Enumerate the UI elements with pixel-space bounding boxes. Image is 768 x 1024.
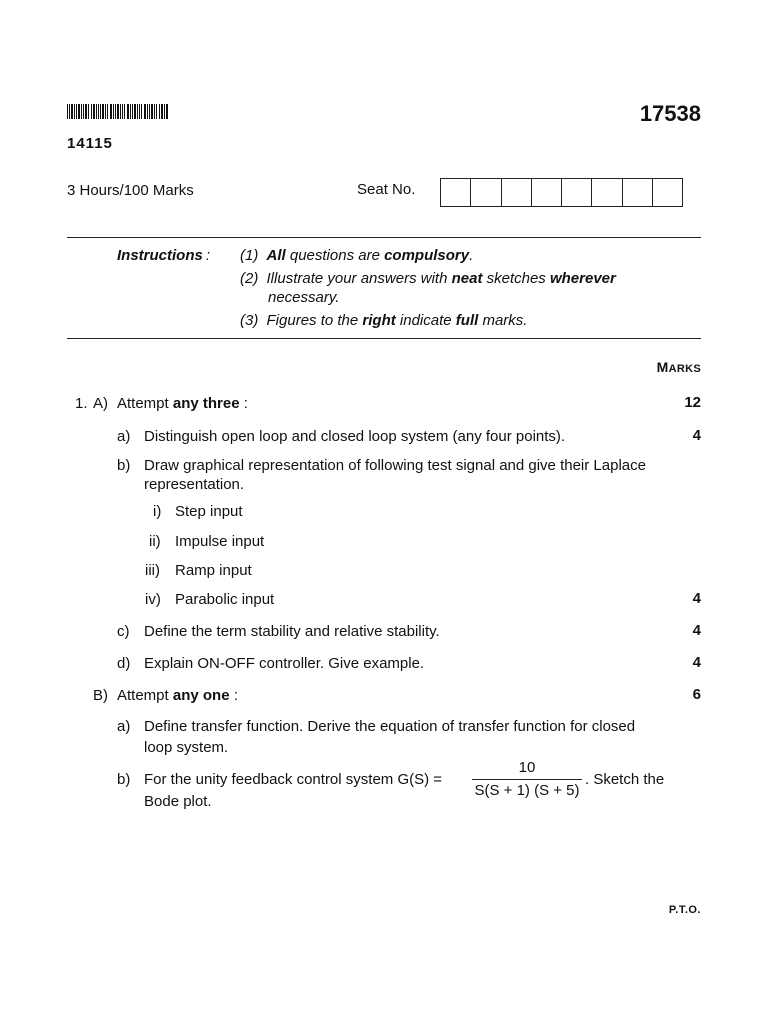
seat-cell[interactable] xyxy=(441,179,471,206)
q1a-heading: Attempt any three : xyxy=(117,395,248,412)
q1b-a-line1: Define transfer function. Derive the equation of transfer function for closed xyxy=(144,718,636,735)
q1a-c-label: c) xyxy=(117,623,130,640)
seat-cell[interactable] xyxy=(532,179,562,206)
seat-label: Seat No. xyxy=(357,181,416,198)
q1b-b-post: . Sketch the xyxy=(585,771,665,788)
divider-bottom xyxy=(67,338,701,339)
sub-text: Parabolic input xyxy=(175,591,275,608)
sub-text: Impulse input xyxy=(175,533,265,550)
instruction-2: (2) Illustrate your answers with neat sketches wherever xyxy=(240,270,616,287)
q1b-a-label: a) xyxy=(117,718,131,735)
sub-text: Step input xyxy=(175,503,243,520)
sub-label: iii) xyxy=(145,562,160,579)
fraction-bar xyxy=(472,779,582,780)
fraction-numerator: 10 xyxy=(518,759,536,776)
q1b-label: B) xyxy=(93,687,108,704)
pto-label: P.T.O. xyxy=(668,904,701,916)
q1a-a-marks: 4 xyxy=(692,427,701,444)
sub-label: ii) xyxy=(149,533,161,550)
q1a-label: A) xyxy=(93,395,108,412)
q1b-b-line2: Bode plot. xyxy=(144,793,212,810)
seat-number-box[interactable] xyxy=(440,178,683,207)
seat-cell[interactable] xyxy=(502,179,532,206)
q1a-a-text: Distinguish open loop and closed loop system (any four points). xyxy=(144,428,566,445)
sub-text: Ramp input xyxy=(175,562,252,579)
q1b-heading: Attempt any one : xyxy=(117,687,238,704)
q1a-a-label: a) xyxy=(117,428,131,445)
q1b-b-pre: For the unity feedback control system G(S) = xyxy=(144,771,443,788)
marks-header: MARKS xyxy=(656,359,701,375)
sub-label: i) xyxy=(153,503,162,520)
q1a-c-marks: 4 xyxy=(692,622,701,639)
q1a-b-label: b) xyxy=(117,457,131,474)
seat-cell[interactable] xyxy=(592,179,622,206)
q1a-marks: 12 xyxy=(684,394,701,411)
q1a-b-marks: 4 xyxy=(692,590,701,607)
q1b-marks: 6 xyxy=(692,686,701,703)
instruction-3: (3) Figures to the right indicate full marks. xyxy=(240,312,528,329)
sub-code: 14115 xyxy=(67,135,113,152)
q1b-a-line2: loop system. xyxy=(144,739,229,756)
fraction-denominator: S(S + 1) (S + 5) xyxy=(474,782,580,799)
q1a-c-text: Define the term stability and relative stability. xyxy=(144,623,440,640)
seat-cell[interactable] xyxy=(471,179,501,206)
seat-cell[interactable] xyxy=(562,179,592,206)
q1a-d-text: Explain ON-OFF controller. Give example. xyxy=(144,655,425,672)
q1a-d-label: d) xyxy=(117,655,131,672)
q1a-b-line1: Draw graphical representation of following test signal and give their Laplace xyxy=(144,457,646,474)
transfer-function-fraction xyxy=(472,759,582,800)
q1a-d-marks: 4 xyxy=(692,654,701,671)
q1-number: 1. xyxy=(75,395,88,412)
seat-cell[interactable] xyxy=(623,179,653,206)
instruction-1: (1) All questions are compulsory. xyxy=(240,247,474,264)
divider-top xyxy=(67,237,701,238)
instructions-label: Instructions : xyxy=(117,247,211,264)
sub-label: iv) xyxy=(145,591,161,608)
barcode-image xyxy=(67,104,168,119)
paper-code: 17538 xyxy=(639,101,701,126)
seat-cell[interactable] xyxy=(653,179,682,206)
instruction-2-cont: necessary. xyxy=(268,289,340,306)
q1b-b-label: b) xyxy=(117,771,131,788)
duration-marks: 3 Hours/100 Marks xyxy=(67,182,194,199)
q1a-b-line2: representation. xyxy=(144,476,245,493)
